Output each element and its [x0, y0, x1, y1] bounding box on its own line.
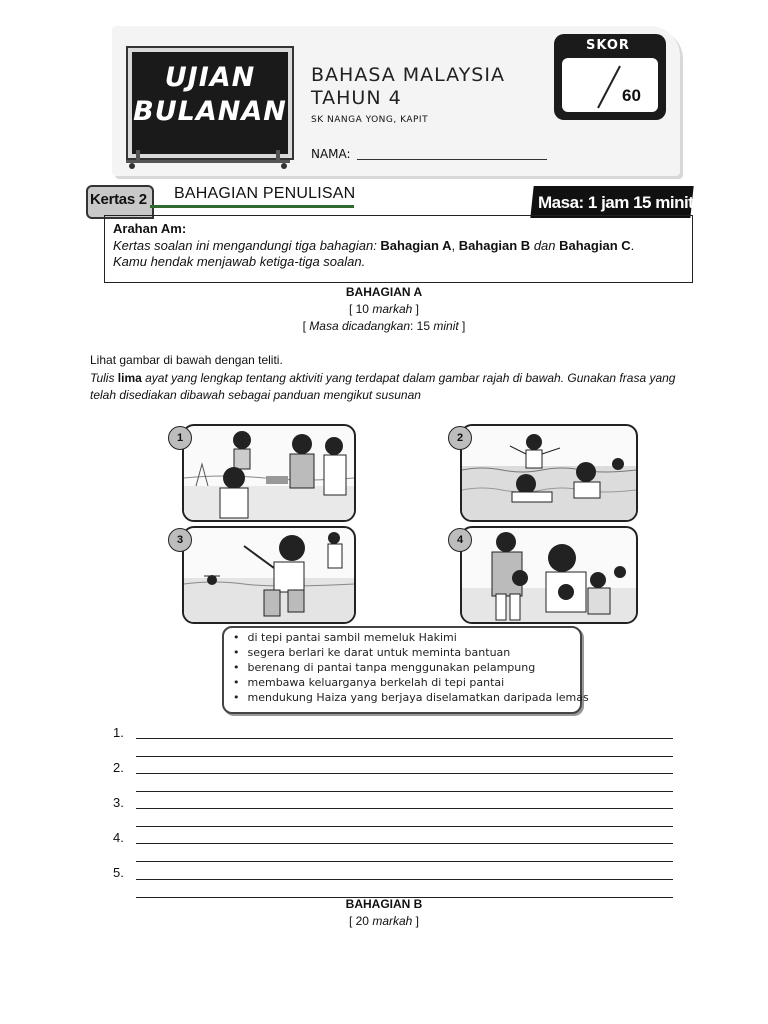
picture-4-number: 4	[448, 528, 472, 552]
marks-word: markah	[372, 302, 413, 316]
board-title-line2: BULANAN	[133, 96, 287, 127]
answer-line[interactable]	[136, 879, 673, 880]
section-a-time	[0, 319, 768, 333]
time-unit: minit	[433, 319, 459, 333]
name-label: NAMA:	[311, 147, 351, 161]
instructions-line1	[113, 238, 634, 253]
paper-label: Kertas 2	[90, 191, 147, 208]
picture-2-number: 2	[448, 426, 472, 450]
answer-number: 1.	[113, 725, 124, 740]
time-value: : 15	[410, 319, 434, 333]
part-a-label: Bahagian A	[380, 238, 452, 253]
phrase-item: • membawa keluarganya berkelah di tepi pantai	[233, 676, 504, 689]
section-a-title: BAHAGIAN A	[345, 285, 423, 299]
separator: ,	[451, 238, 459, 253]
answer-number: 5.	[113, 865, 124, 880]
picture-1-picnic	[182, 424, 356, 522]
board-title-line1: UJIAN	[164, 62, 256, 93]
time-open: [	[302, 319, 310, 333]
answer-line[interactable]	[136, 738, 673, 739]
rescue-illustration	[462, 528, 636, 622]
score-label: SKOR	[586, 38, 630, 53]
heading-underline	[150, 205, 354, 208]
school-name: SK NANGA YONG, KAPIT	[311, 115, 429, 125]
answer-line[interactable]	[136, 861, 673, 862]
answer-line[interactable]	[136, 826, 673, 827]
instructions-line2: Kamu hendak menjawab ketiga-tiga soalan.	[113, 254, 366, 269]
answer-number: 2.	[113, 760, 124, 775]
time-word: Masa dicadangkan	[309, 319, 411, 333]
phrase-item: • di tepi pantai sambil memeluk Hakimi	[233, 631, 457, 644]
picture-4-rescue	[460, 526, 638, 624]
score-total: 60	[622, 86, 641, 105]
picture-3-number: 3	[168, 528, 192, 552]
picture-1-number: 1	[168, 426, 192, 450]
marks-close: ]	[412, 302, 420, 316]
name-field[interactable]	[357, 159, 547, 160]
marks-open: [ 10	[348, 302, 373, 316]
and-word: dan	[530, 238, 560, 253]
marks-word: markah	[372, 914, 413, 928]
year-title: TAHUN 4	[311, 87, 402, 109]
marks-close: ]	[412, 914, 420, 928]
time-close: ]	[458, 319, 466, 333]
score-slash-icon	[594, 64, 624, 110]
answer-line[interactable]	[136, 808, 673, 809]
part-b-label: Bahagian B	[458, 238, 531, 253]
instruction-look: Lihat gambar di bawah dengan teliti.	[90, 353, 283, 367]
answer-number: 4.	[113, 830, 124, 845]
part-c-label: Bahagian C	[559, 238, 631, 253]
phrase-item: • berenang di pantai tanpa menggunakan pelampung	[233, 661, 535, 674]
answer-line[interactable]	[136, 791, 673, 792]
instructions-title: Arahan Am:	[113, 221, 187, 236]
section-b-marks	[0, 914, 768, 928]
picnic-illustration	[184, 426, 354, 520]
instruction-write	[90, 370, 690, 404]
section-heading: BAHAGIAN PENULISAN	[174, 185, 356, 202]
swimming-illustration	[462, 426, 636, 520]
instruction-write-a: Tulis	[90, 371, 118, 385]
picture-3-running	[182, 526, 356, 624]
exam-title-board	[128, 48, 292, 158]
section-b-title: BAHAGIAN B	[345, 897, 423, 911]
board-stand-icon	[122, 150, 294, 170]
instruction-write-bold: lima	[117, 371, 142, 385]
answer-number: 3.	[113, 795, 124, 810]
instructions-text: Kertas soalan ini mengandungi tiga bahagian:	[113, 238, 381, 253]
answer-line[interactable]	[136, 756, 673, 757]
phrase-item: • segera berlari ke darat untuk meminta bantuan	[233, 646, 510, 659]
answer-line[interactable]	[136, 773, 673, 774]
running-illustration	[184, 528, 354, 622]
phrase-item: • mendukung Haiza yang berjaya diselamatkan daripada lemas	[233, 691, 589, 704]
instruction-write-b: ayat yang lengkap tentang aktiviti yang terdapat dalam gambar rajah di bawah. Gunakan frasa yang telah disediakan dibawah sebagai panduan mengikut susunan	[90, 371, 676, 402]
subject-title: BAHASA MALAYSIA	[311, 64, 505, 86]
answer-line[interactable]	[136, 843, 673, 844]
period: .	[630, 238, 635, 253]
section-a-marks	[0, 302, 768, 316]
time-label: Masa: 1 jam 15 minit	[538, 193, 694, 212]
marks-open: [ 20	[348, 914, 373, 928]
picture-2-swimming	[460, 424, 638, 522]
